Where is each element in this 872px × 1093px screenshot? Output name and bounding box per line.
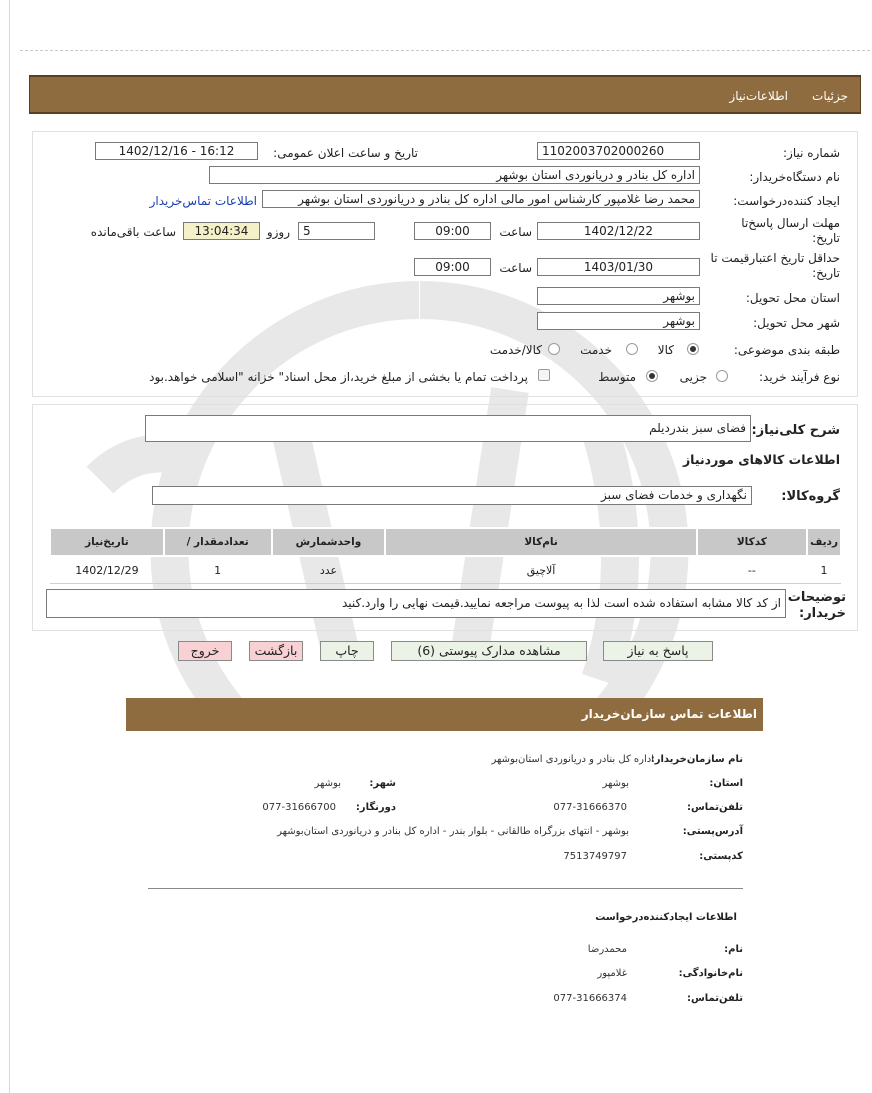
goods-group-field: نگهداری و خدمات فضای سبز [152, 486, 752, 505]
days-field: 5 [298, 222, 375, 240]
col-qty: تعدادمقدار / [164, 528, 272, 556]
requester-phone-label: تلفن‌تماس: [686, 993, 743, 1004]
contact-postal-label: کدپستی: [699, 851, 743, 862]
cell-row: 1 [807, 556, 841, 584]
province-field: بوشهر [537, 287, 700, 305]
remaining-time-field: 13:04:34 [183, 222, 260, 240]
contact-city-value: بوشهر [314, 778, 341, 789]
contact-bar [126, 698, 763, 731]
requester-title: اطلاعات ایجادکننده‌درخواست [595, 912, 737, 923]
reply-button[interactable]: پاسخ به نیاز [603, 641, 713, 661]
process-minor-label: جزیی [679, 370, 707, 384]
back-button[interactable]: بازگشت [249, 641, 303, 661]
buyer-label: نام دستگاه‌خریدار: [749, 170, 840, 184]
process-medium-label: متوسط [598, 370, 636, 384]
requester-name-label: نام: [724, 944, 743, 955]
header-bar [29, 75, 861, 114]
cell-qty: 1 [164, 556, 272, 584]
exit-button[interactable]: خروج [178, 641, 232, 661]
creator-field: محمد رضا غلامپور کارشناس امور مالی اداره کل بنادر و دریانوردی استان بوشهر [262, 190, 700, 208]
category-goods-service-label: کالا/خدمت [489, 343, 542, 357]
need-number-field: 1102003702000260 [537, 142, 700, 160]
validity-date-field: 1403/01/30 [537, 258, 700, 276]
process-medium-radio[interactable] [646, 370, 658, 382]
validity-label: حداقل تاریخ اعتبارقیمت تا تاریخ: [710, 251, 840, 280]
requester-name-value: محمدرضا [587, 944, 627, 955]
remaining-label: ساعت باقی‌مانده [90, 225, 176, 239]
org-value: اداره کل بنادر و دریانوردی استان‌بوشهر [491, 754, 654, 765]
contact-province-label: استان: [709, 778, 743, 789]
city-label: شهر محل تحویل: [753, 316, 840, 330]
goods-table [49, 527, 842, 584]
col-date: تاریخ‌نیاز [50, 528, 164, 556]
treasury-payment-checkbox[interactable] [538, 369, 550, 381]
buyer-field: اداره کل بنادر و دریانوردی استان بوشهر [209, 166, 700, 184]
category-goods-service-radio[interactable] [548, 343, 560, 355]
contact-fax-value: 077-31666700 [262, 802, 336, 813]
left-border-line [9, 0, 10, 1093]
creator-label: ایجاد کننده‌درخواست: [733, 194, 840, 208]
col-row: ردیف [807, 528, 841, 556]
city-field: بوشهر [537, 312, 700, 330]
table-row [50, 556, 841, 584]
days-label: روزو [266, 225, 290, 239]
category-label: طبقه بندی موضوعی: [733, 343, 840, 357]
deadline-time-field: 09:00 [414, 222, 491, 240]
buyer-notes-label: توضیحات خریدار: [787, 590, 846, 621]
contact-fax-label: دورنگار: [355, 802, 396, 813]
treasury-payment-note: پرداخت تمام یا بخشی از مبلغ خرید،از محل اسناد" خزانه "اسلامی خواهد.بود [149, 370, 528, 384]
validity-time-field: 09:00 [414, 258, 491, 276]
category-goods-radio[interactable] [687, 343, 699, 355]
process-label: نوع فرآیند خرید: [759, 370, 840, 384]
announce-label: تاریخ و ساعت اعلان عمومی: [273, 146, 418, 160]
contact-province-value: بوشهر [602, 778, 629, 789]
requester-phone-value: 077-31666374 [553, 993, 627, 1004]
contact-address-value: بوشهر - انتهای بزرگراه طالقانی - بلوار بندر - اداره کل بنادر و دریانوردی استان‌بوشهر [277, 826, 629, 837]
deadline-label: مهلت ارسال پاسخ‌تا تاریخ: [741, 216, 840, 245]
tab-details[interactable]: جزئیات [812, 89, 848, 103]
tab-need-info[interactable]: اطلاعات‌نیاز [729, 89, 788, 103]
process-minor-radio[interactable] [716, 370, 728, 382]
category-service-radio[interactable] [626, 343, 638, 355]
requester-family-label: نام‌خانوادگی: [678, 968, 743, 979]
contact-address-label: آدرس‌پستی: [682, 826, 743, 837]
contact-city-label: شهر: [369, 778, 396, 789]
category-service-label: خدمت [580, 343, 612, 357]
goods-group-label: گروه‌کالا: [781, 489, 840, 504]
need-number-label: شماره نیاز: [783, 146, 840, 160]
validity-time-label: ساعت [499, 261, 532, 275]
goods-info-title: اطلاعات کالاهای موردنیاز [682, 452, 840, 467]
cell-name: آلاچیق [385, 556, 696, 584]
requester-family-value: غلامپور [597, 968, 627, 979]
attachments-button[interactable]: مشاهده مدارک پیوستی (6) [391, 641, 587, 661]
col-unit: واحدشمارش [272, 528, 386, 556]
contact-phone-label: تلفن‌تماس: [686, 802, 743, 813]
top-dotted-divider [20, 50, 870, 51]
buyer-notes-field: از کد کالا مشابه استفاده شده است لذا به پیوست مراجعه نمایید.قیمت نهایی را وارد.کنید [46, 589, 786, 618]
province-label: استان محل تحویل: [745, 291, 840, 305]
deadline-date-field: 1402/12/22 [537, 222, 700, 240]
org-label: نام سازمان‌خریدار: [650, 754, 743, 765]
cell-code: -- [697, 556, 807, 584]
col-name: نام‌کالا [385, 528, 696, 556]
print-button[interactable]: چاپ [320, 641, 374, 661]
cell-date: 1402/12/29 [50, 556, 164, 584]
col-code: کدکالا [697, 528, 807, 556]
general-desc-label: شرح کلی‌نیاز: [751, 423, 840, 438]
contact-phone-value: 077-31666370 [553, 802, 627, 813]
announce-field: 1402/12/16 - 16:12 [95, 142, 258, 160]
cell-unit: عدد [272, 556, 386, 584]
contact-postal-value: 7513749797 [563, 851, 627, 862]
deadline-time-label: ساعت [499, 225, 532, 239]
buyer-contact-link[interactable]: اطلاعات تماس‌خریدار [149, 194, 257, 208]
contact-title: اطلاعات تماس سازمان‌خریدار [581, 707, 757, 721]
category-goods-label: کالا [657, 343, 674, 357]
general-desc-field: فضای سبز بندردیلم [145, 415, 751, 442]
contact-separator [148, 888, 743, 889]
